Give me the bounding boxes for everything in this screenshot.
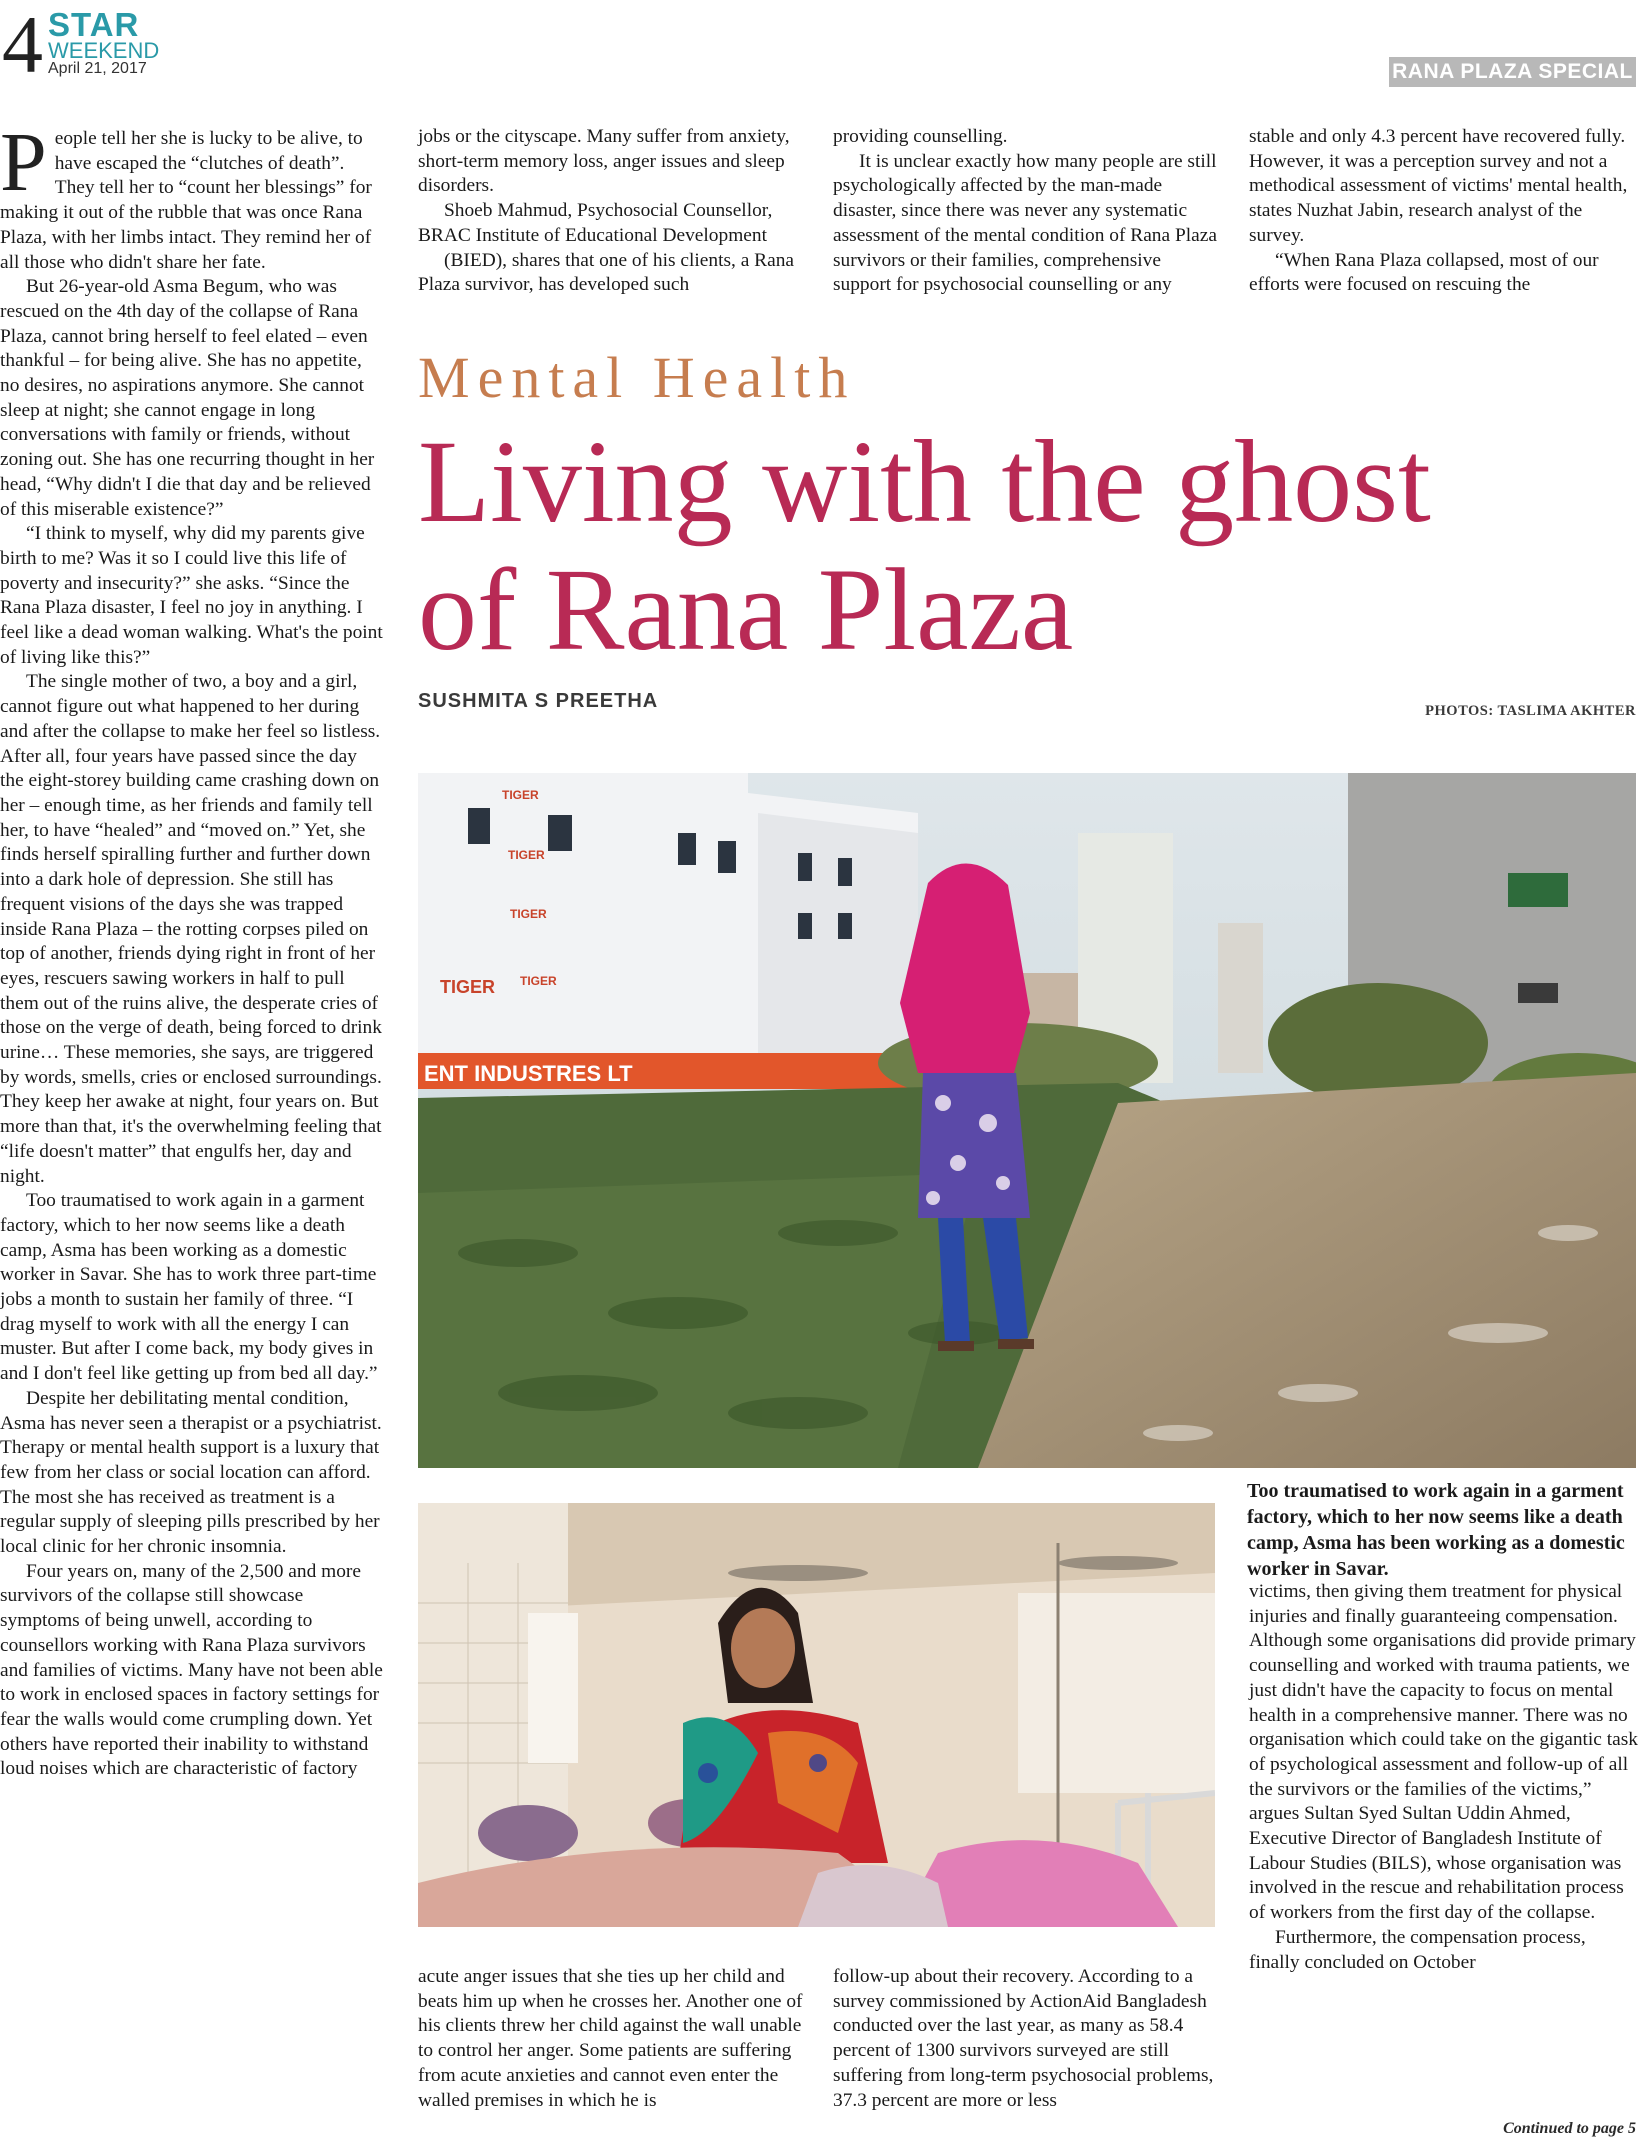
brand-subname: WEEKEND (48, 38, 160, 63)
building-sign-text: ENT INDUSTRES LT (424, 1061, 633, 1086)
headline-line: Living with the ghost (418, 416, 1431, 547)
article-paragraph: Too traumatised to work again in a garment factory, which to her now seems like a death camp, Asma has been working as a domestic worker in Savar. She has to work three part-time jobs a month to sustain her family of three. “I drag myself to work with all the energy I can muster. But after I come back, my body gives in and I don't feel like getting up from bed all day.” (0, 1190, 378, 1385)
article-paragraph: Four years on, many of the 2,500 and more survivors of the collapse still showcase symptoms of being unwell, according to counsellors working with Rana Plaza survivors and families of victims. Many have not been able to work in enclosed spaces in factory settings for fear the walls would come crumpling down. Yet others have reported their inability to withstand loud noises which are characteristic of factory (0, 1560, 383, 1780)
issue-date: April 21, 2017 (48, 60, 147, 77)
headline (418, 418, 1644, 674)
article-paragraph: People tell her she is lucky to be alive, to have escaped the “clutches of death”. They tell her to “count her blessings” for making it out of the rubble that was once Rana Plaza, with her limbs intact. They remind her of all those who didn't share her fate. (0, 116, 372, 273)
article-paragraph: Furthermore, the compensation process, finally concluded on October (1249, 1926, 1586, 1973)
tiger-logo: TIGER (508, 848, 545, 862)
article-column-4 (1249, 125, 1639, 298)
article-paragraph: “I think to myself, why did my parents give birth to me? Was it so I could live this life of poverty and insecurity?” she asks. “Since the Rana Plaza disaster, I feel no joy in anything. I feel like a dead woman walking. What's the point of living like this?” (0, 523, 383, 668)
article-column-2 (418, 125, 803, 298)
section-kicker: Mental Health (418, 345, 856, 410)
photo-woman-in-hospital (418, 1503, 1215, 1927)
photo-woman-in-hospital-illustration (418, 1503, 1215, 1927)
tiger-logo: TIGER (510, 907, 547, 921)
continued-link[interactable]: Continued to page 5 (1503, 2120, 1636, 2137)
article-paragraph: victims, then giving them treatment for physical injuries and finally guaranteeing compensation. Although some organisations did provide primary counselling and worked with trauma patients, we just didn't have the capacity to focus on mental health in a comprehensive manner. There was no organisation which could take on the gigantic task of psychological assessment and follow-up of all the survivors or the families of the victims,” argues Sultan Syed Sultan Uddin Ahmed, Executive Director of Bangladesh Institute of Labour Studies (BILS), whose organisation was involved in the rescue and rehabilitation process of workers from the first day of the collapse. (1249, 1581, 1638, 1924)
tiger-logo: TIGER (502, 788, 539, 802)
article-column-5 (418, 1965, 803, 2113)
article-paragraph: Shoeb Mahmud, Psychosocial Counsellor, BRAC Institute of Educational Development (418, 200, 773, 246)
headline-line: of Rana Plaza (418, 544, 1074, 675)
article-paragraph: (BIED), shares that one of his clients, a Rana Plaza survivor, has developed such (418, 249, 795, 296)
article-paragraph: The single mother of two, a boy and a girl, cannot figure out what happened to her during and after the collapse to make her feel so listless. After all, four years have passed since the day the eight-storey building came crashing down on her – enough time, as her friends and family tell her, to have “healed” and “moved on.” Yet, she finds herself spiralling further and further down into a dark hole of depression. She still has frequent visions of the days she was trapped inside Rana Plaza – the rotting corpses piled on top of another, friends dying right in front of her eyes, rescuers sawing workers in half to pull them out of the ruins alive, the desperate cries of those on the verge of death, being forced to drink urine… These memories, she says, are triggered by words, smells, cries or enclosed surroundings. They keep her awake at night, four years on. But more than that, it's the overwhelming feeling that “life doesn't matter” that engulfs her, day and night. (0, 671, 382, 1187)
article-column-3 (833, 125, 1218, 298)
photo-caption: Too traumatised to work again in a garment factory, which to her now seems like a death camp, Asma has been working as a domestic worker in Savar. (1247, 1480, 1625, 1580)
article-paragraph: acute anger issues that she ties up her child and beats him up when he crosses her. Another one of his clients threw her child against the wall unable to control her anger. Some patients are suffering from acute anxieties and cannot even enter the walled premises in which he is (418, 1966, 803, 2111)
article-paragraph: “When Rana Plaza collapsed, most of our efforts were focused on rescuing the (1249, 249, 1599, 296)
photo-woman-by-water-illustration (418, 773, 1636, 1468)
article-column-1 (0, 116, 385, 1782)
page-number: 4 (2, 0, 43, 90)
byline: SUSHMITA S PREETHA (418, 690, 659, 712)
article-paragraph: It is unclear exactly how many people are still psychologically affected by the man-made disaster, since there was never any systematic assessment of the mental condition of Rana Plaza survivors or their families, comprehensive support for psychosocial counselling or any (833, 150, 1217, 296)
section-badge: RANA PLAZA SPECIAL (1389, 57, 1636, 87)
article-column-6 (833, 1965, 1223, 2113)
article-paragraph: providing counselling. (833, 126, 1008, 147)
article-paragraph: jobs or the cityscape. Many suffer from anxiety, short-term memory loss, anger issues and sleep disorders. (418, 126, 790, 197)
photo-credit: PHOTOS: TASLIMA AKHTER (1425, 703, 1636, 719)
brand-name: STAR (48, 6, 140, 43)
article-paragraph: follow-up about their recovery. According to a survey commissioned by ActionAid Bangladesh conducted over the last year, as many as 58.4 percent of 1300 survivors surveyed are still suffering from long-term psychosocial problems, 37.3 percent are more or less (833, 1966, 1214, 2111)
article-column-7 (1249, 1580, 1639, 1975)
article-paragraph: Despite her debilitating mental condition, Asma has never seen a therapist or a psychiatrist. Therapy or mental health support is a luxury that few from her class or social location can afford. The most she has received as treatment is a regular supply of sleeping pills prescribed by her local clinic for her chronic insomnia. (0, 1387, 382, 1558)
tiger-logo: TIGER (440, 977, 496, 997)
tiger-logo: TIGER (520, 974, 557, 988)
article-paragraph: stable and only 4.3 percent have recovered fully. However, it was a perception survey and not a methodical assessment of victims' mental health, states Nuzhat Jabin, research analyst of the survey. (1249, 126, 1628, 246)
drop-cap: P (0, 116, 47, 209)
article-paragraph: But 26-year-old Asma Begum, who was rescued on the 4th day of the collapse of Rana Plaza, cannot bring herself to feel elated – even thankful – for being alive. She has no appetite, no desires, no aspirations anymore. She cannot sleep at night; she cannot engage in long conversations with family or friends, without zoning out. She has one recurring thought in her head, “Why didn't I die that day and be relieved of this miserable existence?” (0, 276, 375, 520)
photo-woman-by-water (418, 773, 1636, 1468)
